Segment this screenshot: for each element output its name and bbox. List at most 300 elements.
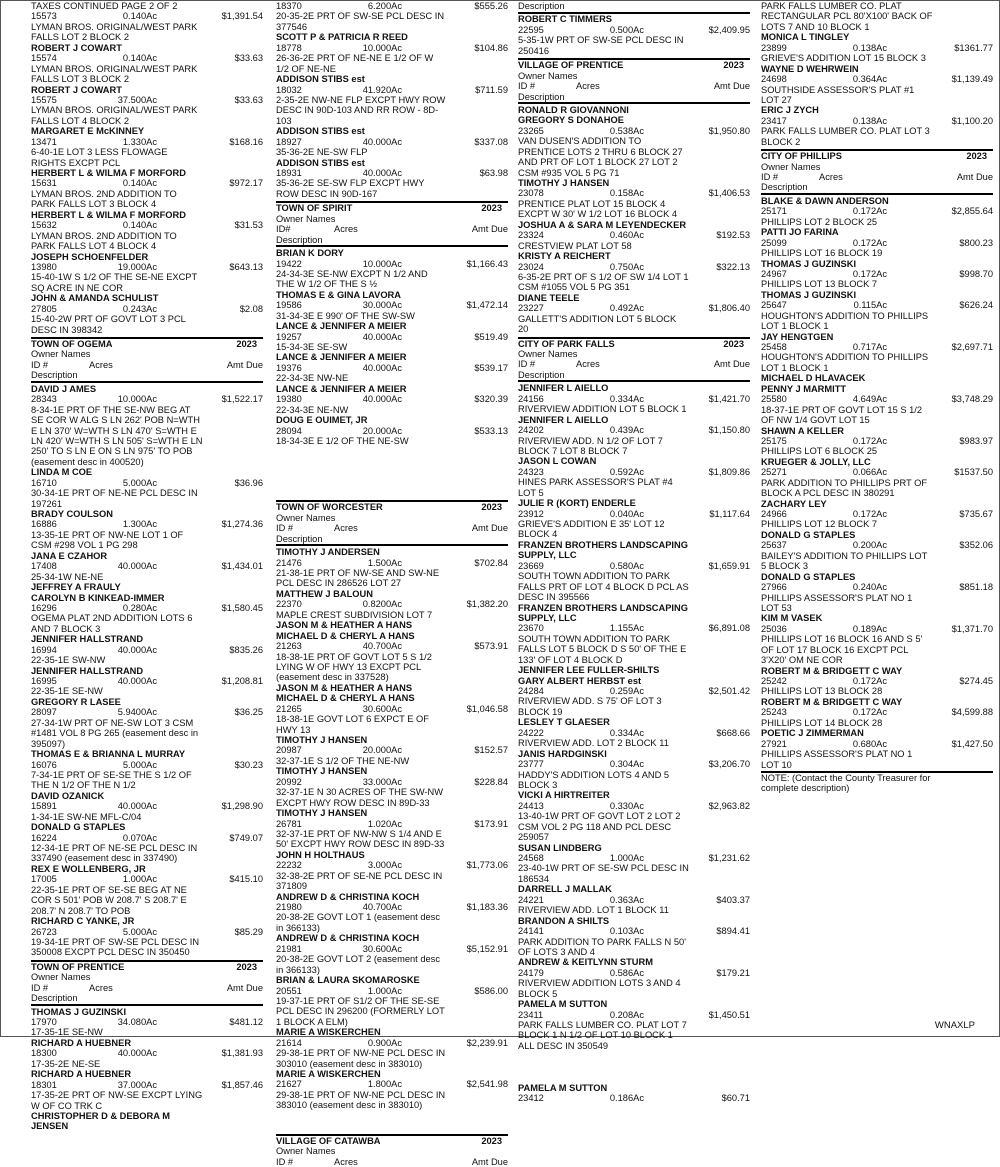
legal-description-line: FALLS LOT 2 BLOCK 2	[31, 32, 130, 43]
parcel-id: 26781	[276, 818, 302, 829]
amount-due: $539.17	[474, 362, 508, 373]
owner-name: LESLEY T GLAESER	[518, 717, 610, 728]
legal-description-line: 22-35-1E SW-NW	[31, 655, 106, 666]
owner-name: BLAKE & DAWN ANDERSON	[761, 195, 889, 206]
amount-due: $586.00	[474, 985, 508, 996]
amount-due: $6,891.08	[708, 623, 750, 634]
legal-description-line: RIVERVIEW ADD. LOT 1 BLOCK 11	[518, 905, 669, 916]
column-header-row	[276, 224, 508, 234]
owner-name: JEFFREY A FRAULY	[31, 582, 121, 593]
parcel-record	[518, 509, 750, 519]
note-line: NOTE: (Contact the County Treasurer for	[761, 772, 931, 783]
parcel-id: 22370	[276, 599, 302, 610]
parcel-id: 19422	[276, 258, 302, 269]
amount-due: $1,580.45	[221, 602, 263, 613]
parcel-record	[276, 85, 508, 95]
parcel-acres: 1.000Ac	[122, 874, 157, 885]
parcel-acres: 0.138Ac	[852, 115, 887, 126]
parcel-id: 18301	[31, 1079, 57, 1090]
parcel-record	[276, 902, 508, 912]
parcel-acres: 30.600Ac	[362, 703, 402, 714]
legal-description-line: 8-34-1E PRT OF THE SE-NW BEG AT	[31, 404, 191, 415]
legal-description-line: 30-34-1E PRT OF NE-NE PCL DESC IN	[31, 488, 198, 499]
parcel-record	[518, 1093, 750, 1103]
parcel-record	[276, 599, 508, 609]
owner-name: FRANZEN BROTHERS LANDSCAPING	[518, 602, 688, 613]
owner-name: HERBERT L & WILMA F MORFORD	[31, 209, 186, 220]
amount-due: $555.26	[474, 1, 508, 11]
municipality-header	[761, 149, 993, 161]
legal-description-line: #1481 VOL 8 PG 265 (easement desc in	[31, 728, 199, 739]
parcel-acres: 0.592Ac	[609, 466, 644, 477]
parcel-id: 24179	[518, 967, 544, 978]
column-header-acres: Acres	[334, 523, 358, 534]
parcel-record	[276, 641, 508, 651]
parcel-record	[31, 1017, 263, 1027]
parcel-id: 17005	[31, 874, 57, 885]
legal-description-line: W OF CO TRK C	[31, 1100, 103, 1111]
amount-due: $998.70	[959, 268, 993, 279]
owner-name: THOMAS J GUZINSKI	[761, 258, 857, 269]
amount-due: $481.12	[229, 1017, 263, 1027]
legal-description-line: 35-36-2E SE-SW FLP EXCPT HWY	[276, 178, 425, 189]
parcel-id: 23411	[518, 1009, 544, 1020]
parcel-record	[761, 43, 993, 53]
parcel-id: 23417	[761, 115, 787, 126]
parcel-id: 24967	[761, 268, 787, 279]
owner-name: JOSHUA A & SARA M LEYENDECKER	[518, 219, 687, 230]
parcel-record	[518, 262, 750, 272]
legal-description-line: THE N 1/2 OF THE N 1/2	[31, 780, 136, 791]
parcel-acres: 0.189Ac	[852, 623, 887, 634]
parcel-id: 23078	[518, 188, 544, 199]
owner-name: JENSEN	[31, 1121, 69, 1132]
owner-name: DAVID J AMES	[31, 383, 97, 394]
legal-description-line: BLOCK 7 LOT 8 BLOCK 7	[518, 445, 628, 456]
parcel-id: 23912	[518, 508, 544, 519]
legal-description-line: 35-36-2E NE-SW FLP	[276, 147, 368, 158]
owner-name: HERBERT L & WILMA F MORFORD	[31, 168, 186, 178]
parcel-id: 25099	[761, 237, 787, 248]
legal-description-line: FALLS PRT OF LOT 4 BLOCK D PCL AS	[518, 581, 689, 592]
column-header-row	[518, 359, 750, 369]
column-4	[761, 1, 993, 1038]
parcel-record	[31, 304, 263, 314]
owner-name: FRANZEN BROTHERS LANDSCAPING	[518, 539, 688, 550]
parcel-id: 24202	[518, 425, 544, 436]
owner-name: DOUG E OUIMET, JR	[276, 415, 368, 426]
parcel-record	[518, 926, 750, 936]
column-header-owner-names: Owner Names	[276, 512, 336, 523]
legal-description-line: HINES PARK ASSESSOR'S PLAT #4	[518, 477, 673, 488]
column-header-row	[761, 172, 993, 182]
amount-due: $851.18	[959, 582, 993, 593]
parcel-record	[761, 467, 993, 477]
parcel-acres: 41.920Ac	[362, 84, 402, 95]
owner-name: ROBERT M & BRIDGETT C WAY	[761, 696, 903, 707]
column-2	[276, 1, 508, 1167]
amount-due: $1,371.70	[951, 623, 993, 634]
owner-name: JASON M & HEATHER A HANS	[276, 682, 413, 693]
column-header-amt-due: Amt Due	[226, 982, 263, 993]
parcel-acres: 0.070Ac	[122, 832, 157, 843]
legal-description-line: 20-38-2E GOVT LOT 2 (easement desc	[276, 954, 440, 965]
owner-name: KIM M VASEK	[761, 613, 823, 624]
amount-due: $533.13	[474, 425, 508, 436]
amount-due: $322.13	[716, 261, 750, 272]
column-header-id: ID#	[276, 224, 291, 235]
legal-description-line: 1/2 OF NE-NE	[276, 63, 336, 74]
legal-description-line: 23-40-1W PRT OF SE-SW PCL DESC IN	[518, 863, 689, 874]
parcel-record	[276, 426, 508, 436]
owner-name: JENNIFER LEE FULLER-SHILTS	[518, 665, 660, 676]
parcel-id: 28094	[276, 425, 302, 436]
parcel-record	[276, 394, 508, 404]
column-header-description: Description	[31, 993, 263, 1005]
parcel-id: 19380	[276, 394, 302, 405]
amount-due: $1,421.70	[708, 393, 750, 404]
parcel-acres: 0.334Ac	[609, 393, 644, 404]
owner-name: ROBERT J COWART	[31, 42, 122, 53]
legal-description-line: COR S 501' POB W 208.7' S 208.7' E	[31, 895, 187, 906]
legal-description-line: 20	[518, 324, 529, 335]
legal-description-line: LOT 53	[761, 602, 792, 613]
parcel-acres: 34.080Ac	[117, 1017, 157, 1027]
owner-name: TIMOTHY J HANSEN	[276, 766, 368, 777]
legal-description-line: 22-34-3E NE-NW	[276, 404, 349, 415]
parcel-id: 15891	[31, 801, 57, 812]
parcel-acres: 0.138Ac	[852, 42, 887, 53]
spacer	[518, 1062, 750, 1072]
parcel-id: 13471	[31, 136, 57, 147]
owner-name: ADDISON STIBS est	[276, 157, 365, 168]
legal-description-line: LN 420' W=WTH S LN 505' S=WTH E LN	[31, 435, 203, 446]
legal-description-line: 24-34-3E SE-NW EXCPT N 1/2 AND	[276, 268, 428, 279]
amount-due: $1,150.80	[708, 425, 750, 436]
parcel-id: 23899	[761, 42, 787, 53]
legal-description-line: PCL DESC IN 296200 (FORMERLY LOT	[276, 1006, 445, 1017]
owner-name: JANA E CZAHOR	[31, 550, 108, 561]
parcel-record	[31, 178, 263, 188]
legal-description-line: 18-34-3E E 1/2 OF THE NE-SW	[276, 435, 409, 446]
parcel-acres: 40.000Ac	[117, 676, 157, 686]
legal-description-line: LOTS 7 AND 10 BLOCK 1	[761, 21, 870, 32]
spacer	[518, 1072, 750, 1082]
owner-name: JASON M & HEATHER A HANS	[276, 620, 413, 631]
parcel-record	[276, 819, 508, 829]
amount-due: $36.96	[234, 477, 263, 488]
amount-due: $835.26	[229, 644, 263, 655]
parcel-acres: 0.580Ac	[609, 560, 644, 571]
parcel-record	[276, 1079, 508, 1089]
parcel-id: 16994	[31, 644, 57, 655]
parcel-acres: 0.140Ac	[122, 11, 157, 22]
parcel-id: 13980	[31, 261, 57, 272]
legal-description-line: PARK ADDITION TO PHILLIPS PRT OF	[761, 477, 928, 488]
parcel-record	[31, 874, 263, 884]
legal-description-line: BLOCK 2	[761, 136, 801, 147]
parcel-acres: 40.000Ac	[362, 331, 402, 342]
parcel-id: 17970	[31, 1017, 57, 1027]
owner-name: MICHAEL D & CHERYL A HANS	[276, 693, 415, 704]
amount-due: $983.97	[959, 435, 993, 446]
parcel-record	[518, 126, 750, 136]
parcel-id: 17408	[31, 561, 57, 572]
municipality-name: TOWN OF OGEMA	[31, 339, 113, 349]
parcel-id: 18931	[276, 168, 302, 178]
parcel-id: 27805	[31, 303, 57, 314]
amount-due: $573.91	[474, 641, 508, 652]
tax-year: 2023	[966, 151, 987, 162]
column-header-id: ID #	[31, 982, 49, 993]
amount-due: $2,409.95	[708, 24, 750, 35]
parcel-record	[31, 1080, 263, 1090]
column-header-amt-due: Amt Due	[471, 224, 508, 235]
legal-description-line: LYMAN BROS. ORIGINAL/WEST PARK	[31, 105, 198, 116]
municipality-header	[276, 500, 508, 512]
legal-description-line: 17-35-2E NE-SE	[31, 1058, 101, 1069]
parcel-id: 28343	[31, 394, 57, 405]
municipality-header	[518, 337, 750, 349]
municipality-header	[276, 1134, 508, 1146]
parcel-acres: 0.8200Ac	[362, 599, 402, 610]
owner-name: THOMAS J GUZINSKI	[31, 1006, 127, 1017]
parcel-record	[518, 759, 750, 769]
legal-description-line: 18-38-1E GOVT LOT 6 EXPCT E OF	[276, 714, 429, 725]
parcel-id: 20551	[276, 985, 302, 996]
amount-due: $36.25	[234, 707, 263, 718]
parcel-acres: 0.172Ac	[852, 268, 887, 279]
parcel-id: 18778	[276, 42, 302, 53]
owner-name: GREGORY S DONAHOE	[518, 115, 624, 126]
parcel-id: 24568	[518, 853, 544, 863]
parcel-record	[31, 519, 263, 529]
municipality-name: TOWN OF WORCESTER	[276, 502, 383, 513]
column-header-description: Description	[276, 534, 508, 546]
legal-description-line: 6-40-1E LOT 3 LESS FLOWAGE	[31, 147, 168, 158]
parcel-id: 25637	[761, 540, 787, 551]
municipality-name: CITY OF PHILLIPS	[761, 151, 842, 162]
legal-description-line: PRENTICE LOTS 2 THRU 6 BLOCK 27	[518, 146, 683, 157]
parcel-record	[518, 623, 750, 633]
owner-name: SUSAN LINDBERG	[518, 842, 602, 853]
parcel-record	[276, 300, 508, 310]
column-header-acres: Acres	[89, 982, 113, 993]
legal-description-line: 13-40-1W PRT OF GOVT LOT 2 LOT 2	[518, 811, 681, 822]
legal-description-line: 13-35-1E PRT OF NW-NE LOT 1 OF	[31, 529, 184, 540]
parcel-record	[761, 206, 993, 216]
owner-name: DARRELL J MALLAK	[518, 884, 612, 895]
legal-description-line: 27-34-1W PRT OF NE-SW LOT 3 CSM	[31, 717, 194, 728]
parcel-record	[761, 394, 993, 404]
parcel-record	[276, 137, 508, 147]
amount-due: $1,391.54	[221, 11, 263, 22]
parcel-acres: 0.586Ac	[609, 967, 644, 978]
note-line: complete description)	[761, 783, 850, 794]
parcel-id: 15574	[31, 53, 57, 64]
parcel-acres: 33.000Ac	[362, 776, 402, 787]
parcel-record	[761, 116, 993, 126]
legal-description-line: LYMAN BROS. ORIGINAL/WEST PARK	[31, 63, 198, 74]
legal-description-line: 7-34-1E PRT OF SE-SE THE S 1/2 OF	[31, 769, 192, 780]
legal-description-line: 19-34-1E PRT OF SW-SE PCL DESC IN	[31, 936, 200, 947]
legal-description-line: LYMAN BROS. 2ND ADDITION TO	[31, 188, 177, 199]
amount-due: $1,450.51	[708, 1009, 750, 1020]
legal-description-line: 22-35-1E PRT OF SE-SE BEG AT NE	[31, 884, 187, 895]
parcel-record	[276, 704, 508, 714]
parcel-id: 27921	[761, 738, 787, 749]
owner-name: LANCE & JENNIFER A MEIER	[276, 383, 407, 394]
legal-description-line: 29-38-1E PRT OF NW-NE PCL DESC IN	[276, 1089, 446, 1100]
parcel-record	[276, 1, 508, 11]
legal-description-line: HOUGHTON'S ADDITION TO PHILLIPS	[761, 352, 929, 363]
parcel-acres: 0.040Ac	[609, 508, 644, 519]
owner-name: THOMAS J GUZINSKI	[761, 289, 857, 300]
amount-due: $1,427.50	[951, 738, 993, 749]
column-header-acres: Acres	[334, 1156, 358, 1167]
legal-description-line: 337490 (easement desc in 337490)	[31, 853, 178, 864]
legal-description-line: 15-40-2W PRT OF GOVT LOT 3 PCL	[31, 314, 186, 325]
legal-description-line: BLOCK 4	[518, 529, 558, 540]
amount-due: $1,857.46	[221, 1079, 263, 1090]
legal-description-line: 5-35-1W PRT OF SW-SE PCL DESC IN	[518, 35, 684, 46]
parcel-acres: 40.700Ac	[362, 902, 402, 912]
parcel-acres: 40.000Ac	[117, 801, 157, 812]
parcel-id: 25458	[761, 342, 787, 352]
legal-description-line: 186534	[518, 873, 550, 884]
owner-name: BRANDON A SHILTS	[518, 915, 610, 926]
parcel-acres: 0.172Ac	[852, 206, 887, 217]
owner-name: THOMAS E & GINA LAVORA	[276, 289, 401, 300]
tax-year: 2023	[236, 961, 257, 972]
parcel-acres: 0.280Ac	[122, 602, 157, 613]
parcel-acres: 20.000Ac	[362, 745, 402, 756]
column-header-amt-due: Amt Due	[471, 523, 508, 534]
column-header-id: ID #	[518, 359, 536, 370]
amount-due: $173.91	[474, 818, 508, 829]
column-header-description: Description	[31, 370, 263, 382]
legal-description-line: Description	[518, 1, 565, 11]
owner-name: JOHN H HOLTHAUS	[276, 849, 365, 860]
parcel-id: 25036	[761, 623, 787, 634]
legal-description-line: SOUTH TOWN ADDITION TO PARK	[518, 571, 671, 582]
parcel-acres: 10.000Ac	[362, 258, 402, 269]
legal-description-line: OF NW 1/4 GOVT LOT 15	[761, 415, 870, 426]
parcel-id: 20992	[276, 776, 302, 787]
parcel-acres: 40.700Ac	[362, 641, 402, 652]
parcel-acres: 0.172Ac	[852, 237, 887, 248]
legal-description-line: BLOCK A PCL DESC IN 380291	[761, 488, 895, 499]
municipality-name: VILLAGE OF CATAWBA	[276, 1135, 381, 1146]
spacer	[276, 1121, 508, 1131]
legal-description-line: 197261	[31, 498, 63, 509]
legal-description-line: THE W 1/2 OF THE S ½	[276, 279, 378, 290]
parcel-record	[276, 558, 508, 568]
column-header-owner-names: Owner Names	[761, 161, 821, 172]
parcel-id: 23265	[518, 125, 544, 136]
parcel-id: 16224	[31, 832, 57, 843]
legal-description-line: GALLETT'S ADDITION LOT 5 BLOCK	[518, 313, 677, 324]
amount-due: $1361.77	[954, 42, 993, 53]
column-header-row	[31, 360, 263, 370]
legal-description-line: HWY 13	[276, 724, 311, 735]
amount-due: $711.59	[475, 84, 508, 95]
parcel-id: 25171	[761, 206, 787, 217]
legal-description-line: LOT 1 BLOCK 1	[761, 362, 829, 373]
parcel-record	[31, 801, 263, 811]
parcel-acres: 1.020Ac	[367, 818, 402, 829]
legal-description-line: 15-34-3E SE-SW	[276, 342, 348, 352]
amount-due: $152.57	[474, 745, 508, 756]
amount-due: $5,152.91	[466, 943, 508, 954]
owner-name: GARY ALBERT HERBST est	[518, 675, 642, 686]
legal-description-line: 17-35-1E SE-NW	[31, 1027, 103, 1038]
amount-due: $2,855.64	[951, 206, 993, 217]
owner-name: WAYNE D WEHRWEIN	[761, 63, 859, 74]
parcel-id: 16076	[31, 759, 57, 770]
parcel-record	[276, 363, 508, 373]
legal-description-line: 12-34-1E PRT OF NE-SE PCL DESC IN	[31, 843, 198, 853]
legal-description-line: 50' EXCPT HWY ROW DESC IN 89D-33	[276, 839, 445, 850]
amount-due: $352.06	[959, 540, 993, 551]
parcel-id: 21980	[276, 902, 302, 912]
parcel-id: 16886	[31, 519, 57, 530]
legal-description-line: PHILLIPS LOT 16 BLOCK 19	[761, 248, 883, 259]
legal-description-line: BLOCK 5	[518, 988, 558, 999]
parcel-id: 15631	[31, 178, 57, 189]
owner-name: JENNIFER HALLSTRAND	[31, 634, 144, 645]
legal-description-line: LOT 27	[761, 94, 792, 105]
parcel-id: 24698	[761, 74, 787, 85]
amount-due: $972.17	[229, 178, 263, 189]
column-1	[31, 1, 263, 1132]
column-header-row	[518, 81, 750, 91]
spacer	[276, 446, 508, 498]
owner-name: JOSEPH SCHOENFELDER	[31, 251, 149, 262]
column-header-owner-names: Owner Names	[518, 349, 578, 359]
legal-description-line: PHILLIPS LOT 6 BLOCK 25	[761, 446, 878, 457]
parcel-record	[276, 944, 508, 954]
legal-description-line: in 366133)	[276, 922, 320, 933]
amount-due: $2,963.82	[708, 800, 750, 811]
amount-due: $1,382.20	[466, 599, 508, 610]
column-header-amt-due: Amt Due	[713, 81, 750, 92]
amount-due: $702.84	[474, 557, 508, 568]
owner-name: RICHARD A HUEBNER	[31, 1069, 132, 1080]
amount-due: $519.49	[474, 331, 508, 342]
amount-due: $192.53	[716, 230, 750, 241]
legal-description-line: EXCPT HWY ROW DESC IN 89D-33	[276, 797, 430, 808]
legal-description-line: PHILLIPS LOT 16 BLOCK 16 AND S 5'	[761, 634, 923, 645]
legal-description-line: VAN DUSEN'S ADDITION TO	[518, 136, 642, 147]
legal-description-line: 32-38-2E PRT OF SE-NE PCL DESC IN	[276, 870, 443, 881]
owner-name: LANCE & JENNIFER A MEIER	[276, 352, 407, 363]
amount-due: $800.23	[959, 237, 993, 248]
parcel-acres: 10.000Ac	[117, 394, 157, 405]
parcel-record	[31, 137, 263, 147]
parcel-acres: 0.500Ac	[609, 24, 644, 35]
legal-description-line: PARK FALLS LUMBER CO. PLAT LOT 7	[518, 1020, 687, 1030]
amount-due: $1,183.36	[466, 902, 508, 912]
parcel-record	[761, 342, 993, 352]
column-header-amt-due: Amt Due	[713, 359, 750, 370]
legal-description-line: FALLS LOT 5 BLOCK D S 50' OF THE E	[518, 644, 687, 655]
amount-due: $1,472.14	[466, 300, 508, 311]
amount-due: $274.45	[959, 676, 993, 686]
legal-description-line: GRIEVE'S ADDITION LOT 15 BLOCK 3	[761, 53, 926, 64]
parcel-acres: 37.500Ac	[117, 94, 157, 105]
legal-description-line: EXCPT W 30' W 1/2 LOT 16 BLOCK 4	[518, 209, 678, 220]
